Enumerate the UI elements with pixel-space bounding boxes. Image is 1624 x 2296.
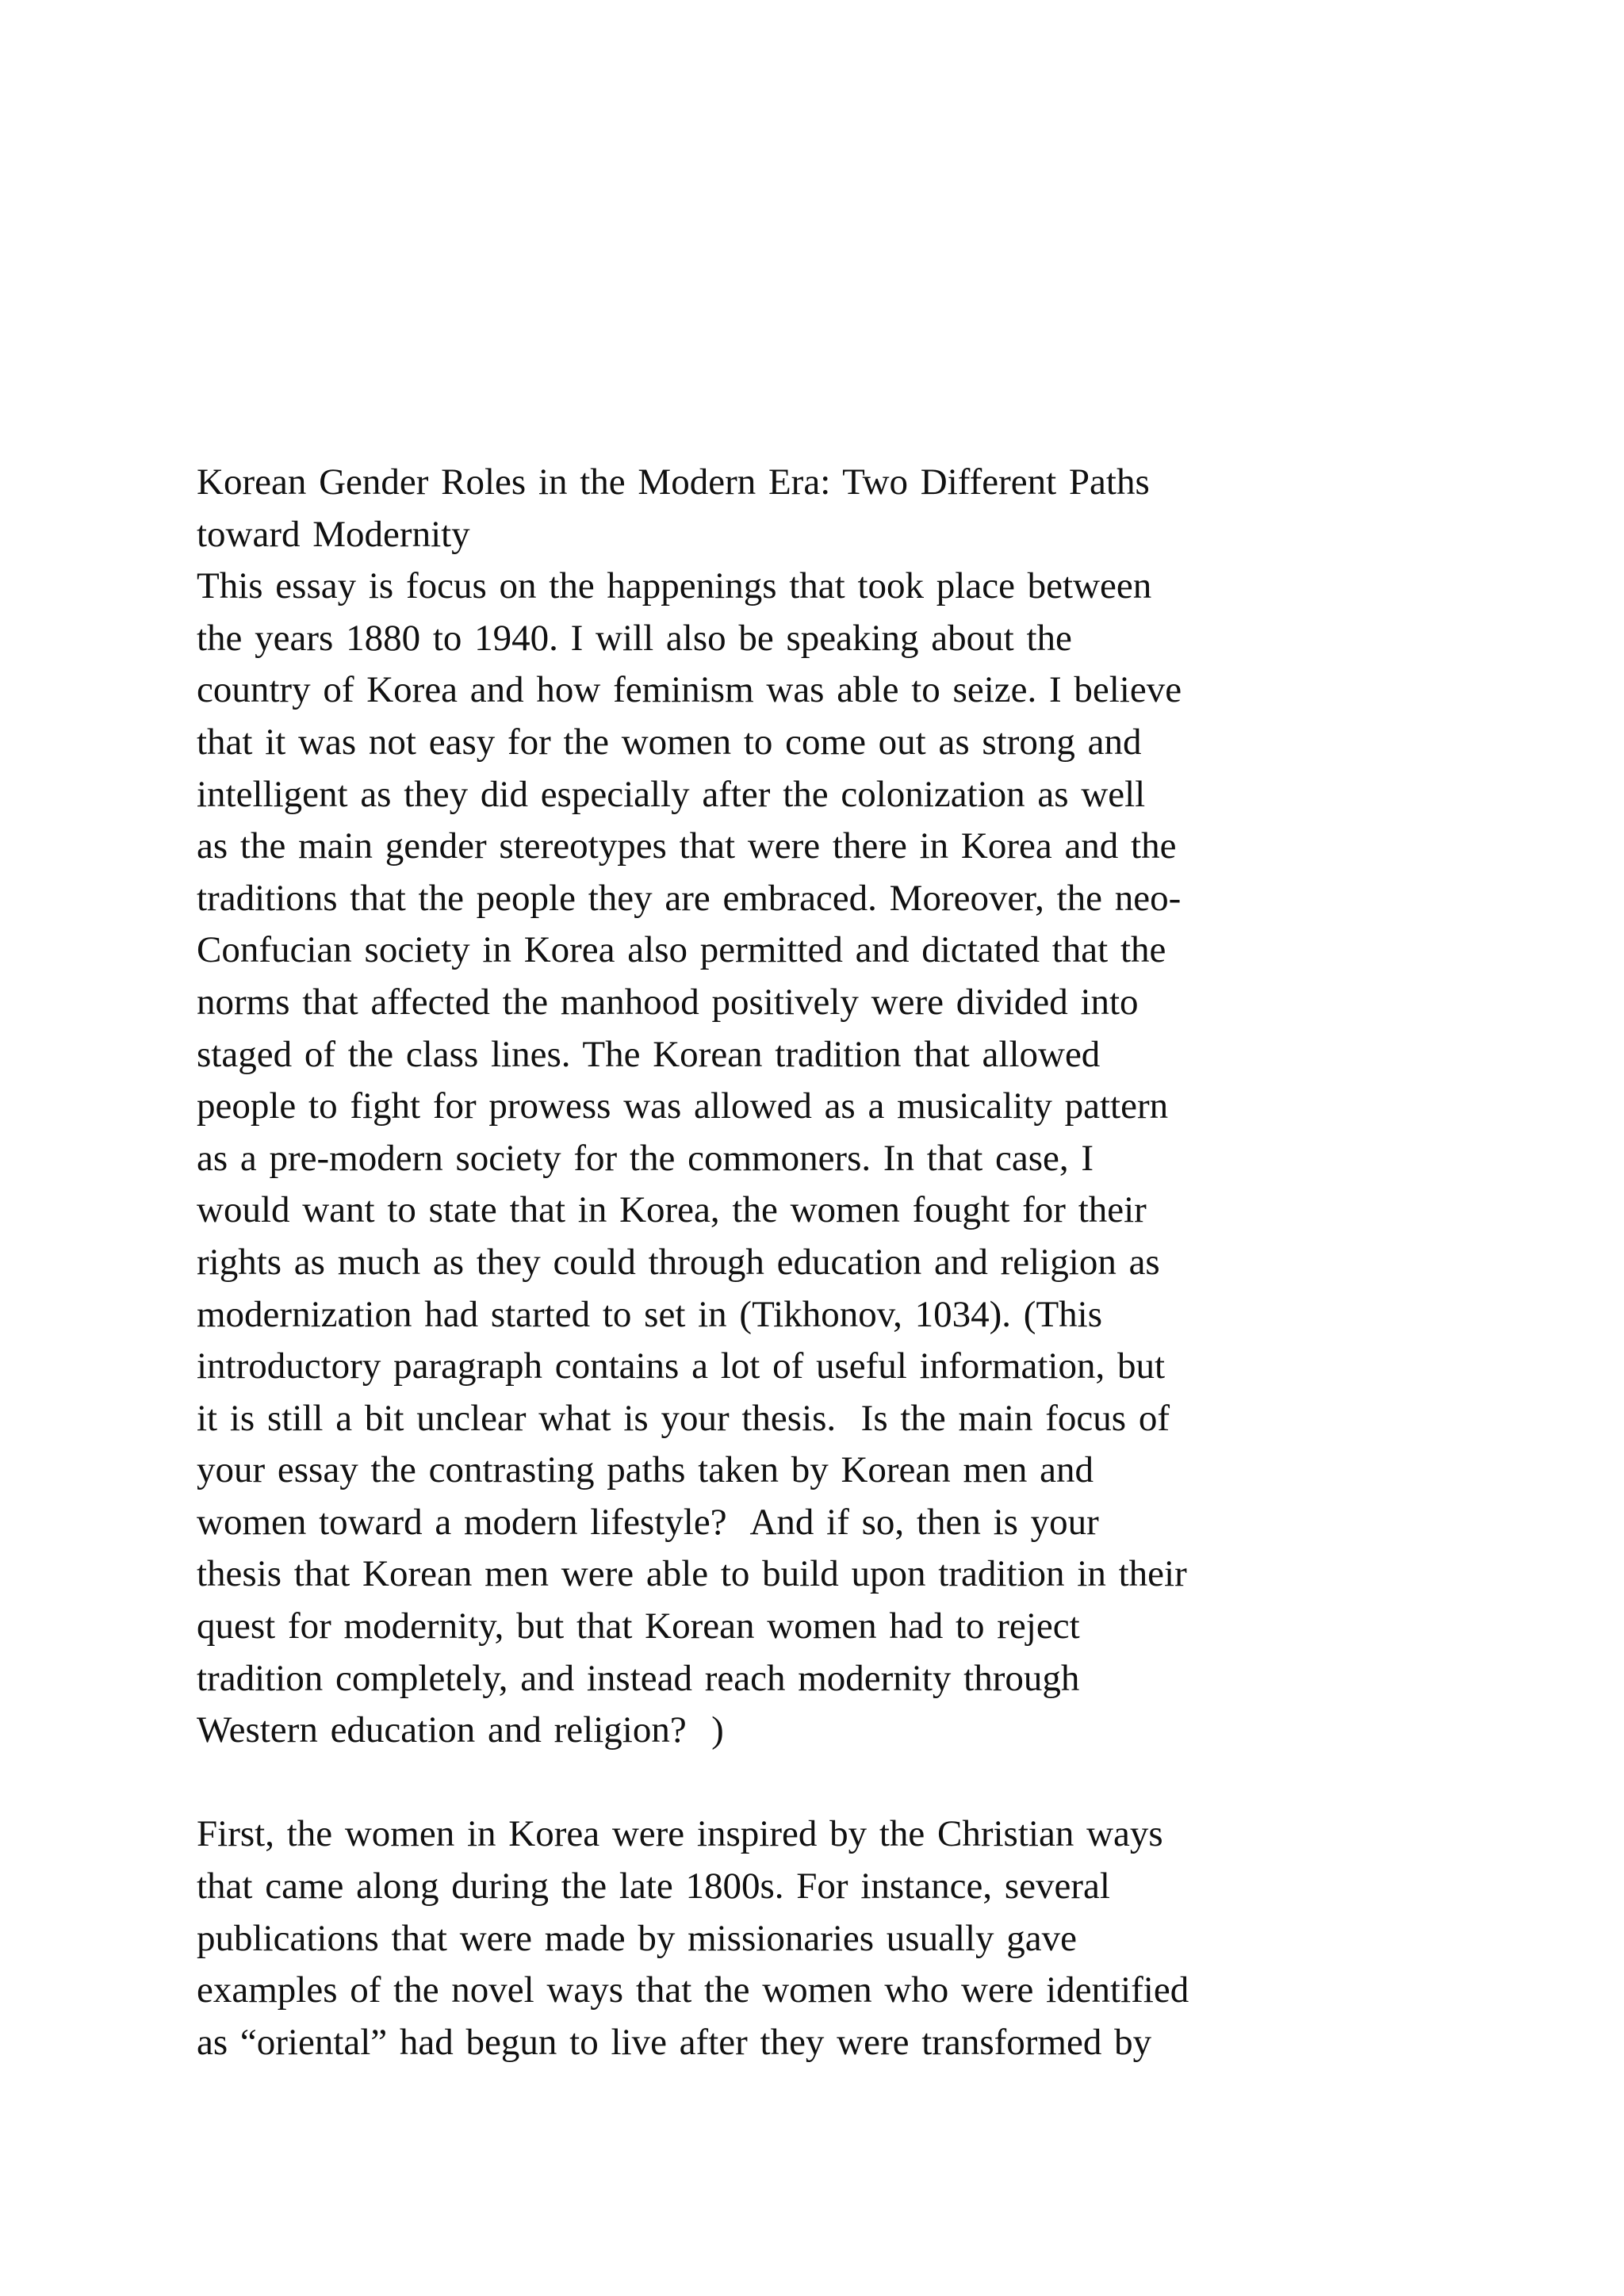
document-body: [197, 457, 1545, 2068]
text-line: norms that affected the manhood positively were divided into: [197, 981, 1139, 1023]
text-line: that came along during the late 1800s. For instance, several: [197, 1866, 1110, 1908]
text-line: women toward a modern lifestyle? And if so, then is your: [197, 1501, 1099, 1543]
text-line: would want to state that in Korea, the women fought for their: [197, 1189, 1147, 1231]
text-line: your essay the contrasting paths taken by Korean men and: [197, 1449, 1094, 1491]
text-line: introductory paragraph contains a lot of useful information, but: [197, 1345, 1166, 1387]
essay-title: [197, 457, 1545, 561]
text-line: intelligent as they did especially after the colonization as well: [197, 773, 1146, 815]
paragraph-gap: [197, 1757, 1545, 1809]
text-line: thesis that Korean men were able to build upon tradition in their: [197, 1553, 1187, 1595]
text-line: This essay is focus on the happenings that took place between: [197, 565, 1152, 607]
text-line: as “oriental” had begun to live after they were transformed by: [197, 2021, 1152, 2063]
text-line: Western education and religion? ): [197, 1709, 724, 1751]
text-line: that it was not easy for the women to come out as strong and: [197, 721, 1142, 763]
text-line: quest for modernity, but that Korean women had to reject: [197, 1605, 1080, 1647]
second-paragraph: [197, 1808, 1545, 2068]
text-line: modernization had started to set in (Tikhonov, 1034). (This: [197, 1293, 1103, 1335]
text-line: rights as much as they could through education and religion as: [197, 1241, 1160, 1283]
text-line: tradition completely, and instead reach modernity through: [197, 1657, 1080, 1699]
intro-paragraph: [197, 561, 1545, 1757]
title-line: toward Modernity: [197, 513, 470, 555]
text-line: country of Korea and how feminism was able to seize. I believe: [197, 669, 1182, 711]
text-line: examples of the novel ways that the women who were identified: [197, 1969, 1189, 2011]
text-line: it is still a bit unclear what is your thesis. Is the main focus of: [197, 1397, 1170, 1439]
text-line: as a pre-modern society for the commoners. In that case, I: [197, 1137, 1094, 1179]
text-line: the years 1880 to 1940. I will also be speaking about the: [197, 617, 1072, 659]
text-line: people to fight for prowess was allowed as a musicality pattern: [197, 1085, 1169, 1127]
text-line: staged of the class lines. The Korean tradition that allowed: [197, 1033, 1101, 1075]
title-line: Korean Gender Roles in the Modern Era: Two Different Paths: [197, 461, 1150, 503]
text-line: as the main gender stereotypes that were there in Korea and the: [197, 825, 1177, 867]
text-line: traditions that the people they are embraced. Moreover, the neo-: [197, 877, 1182, 919]
text-line: publications that were made by missionaries usually gave: [197, 1917, 1078, 1959]
text-line: Confucian society in Korea also permitted and dictated that the: [197, 929, 1166, 971]
text-line: First, the women in Korea were inspired by the Christian ways: [197, 1813, 1163, 1855]
